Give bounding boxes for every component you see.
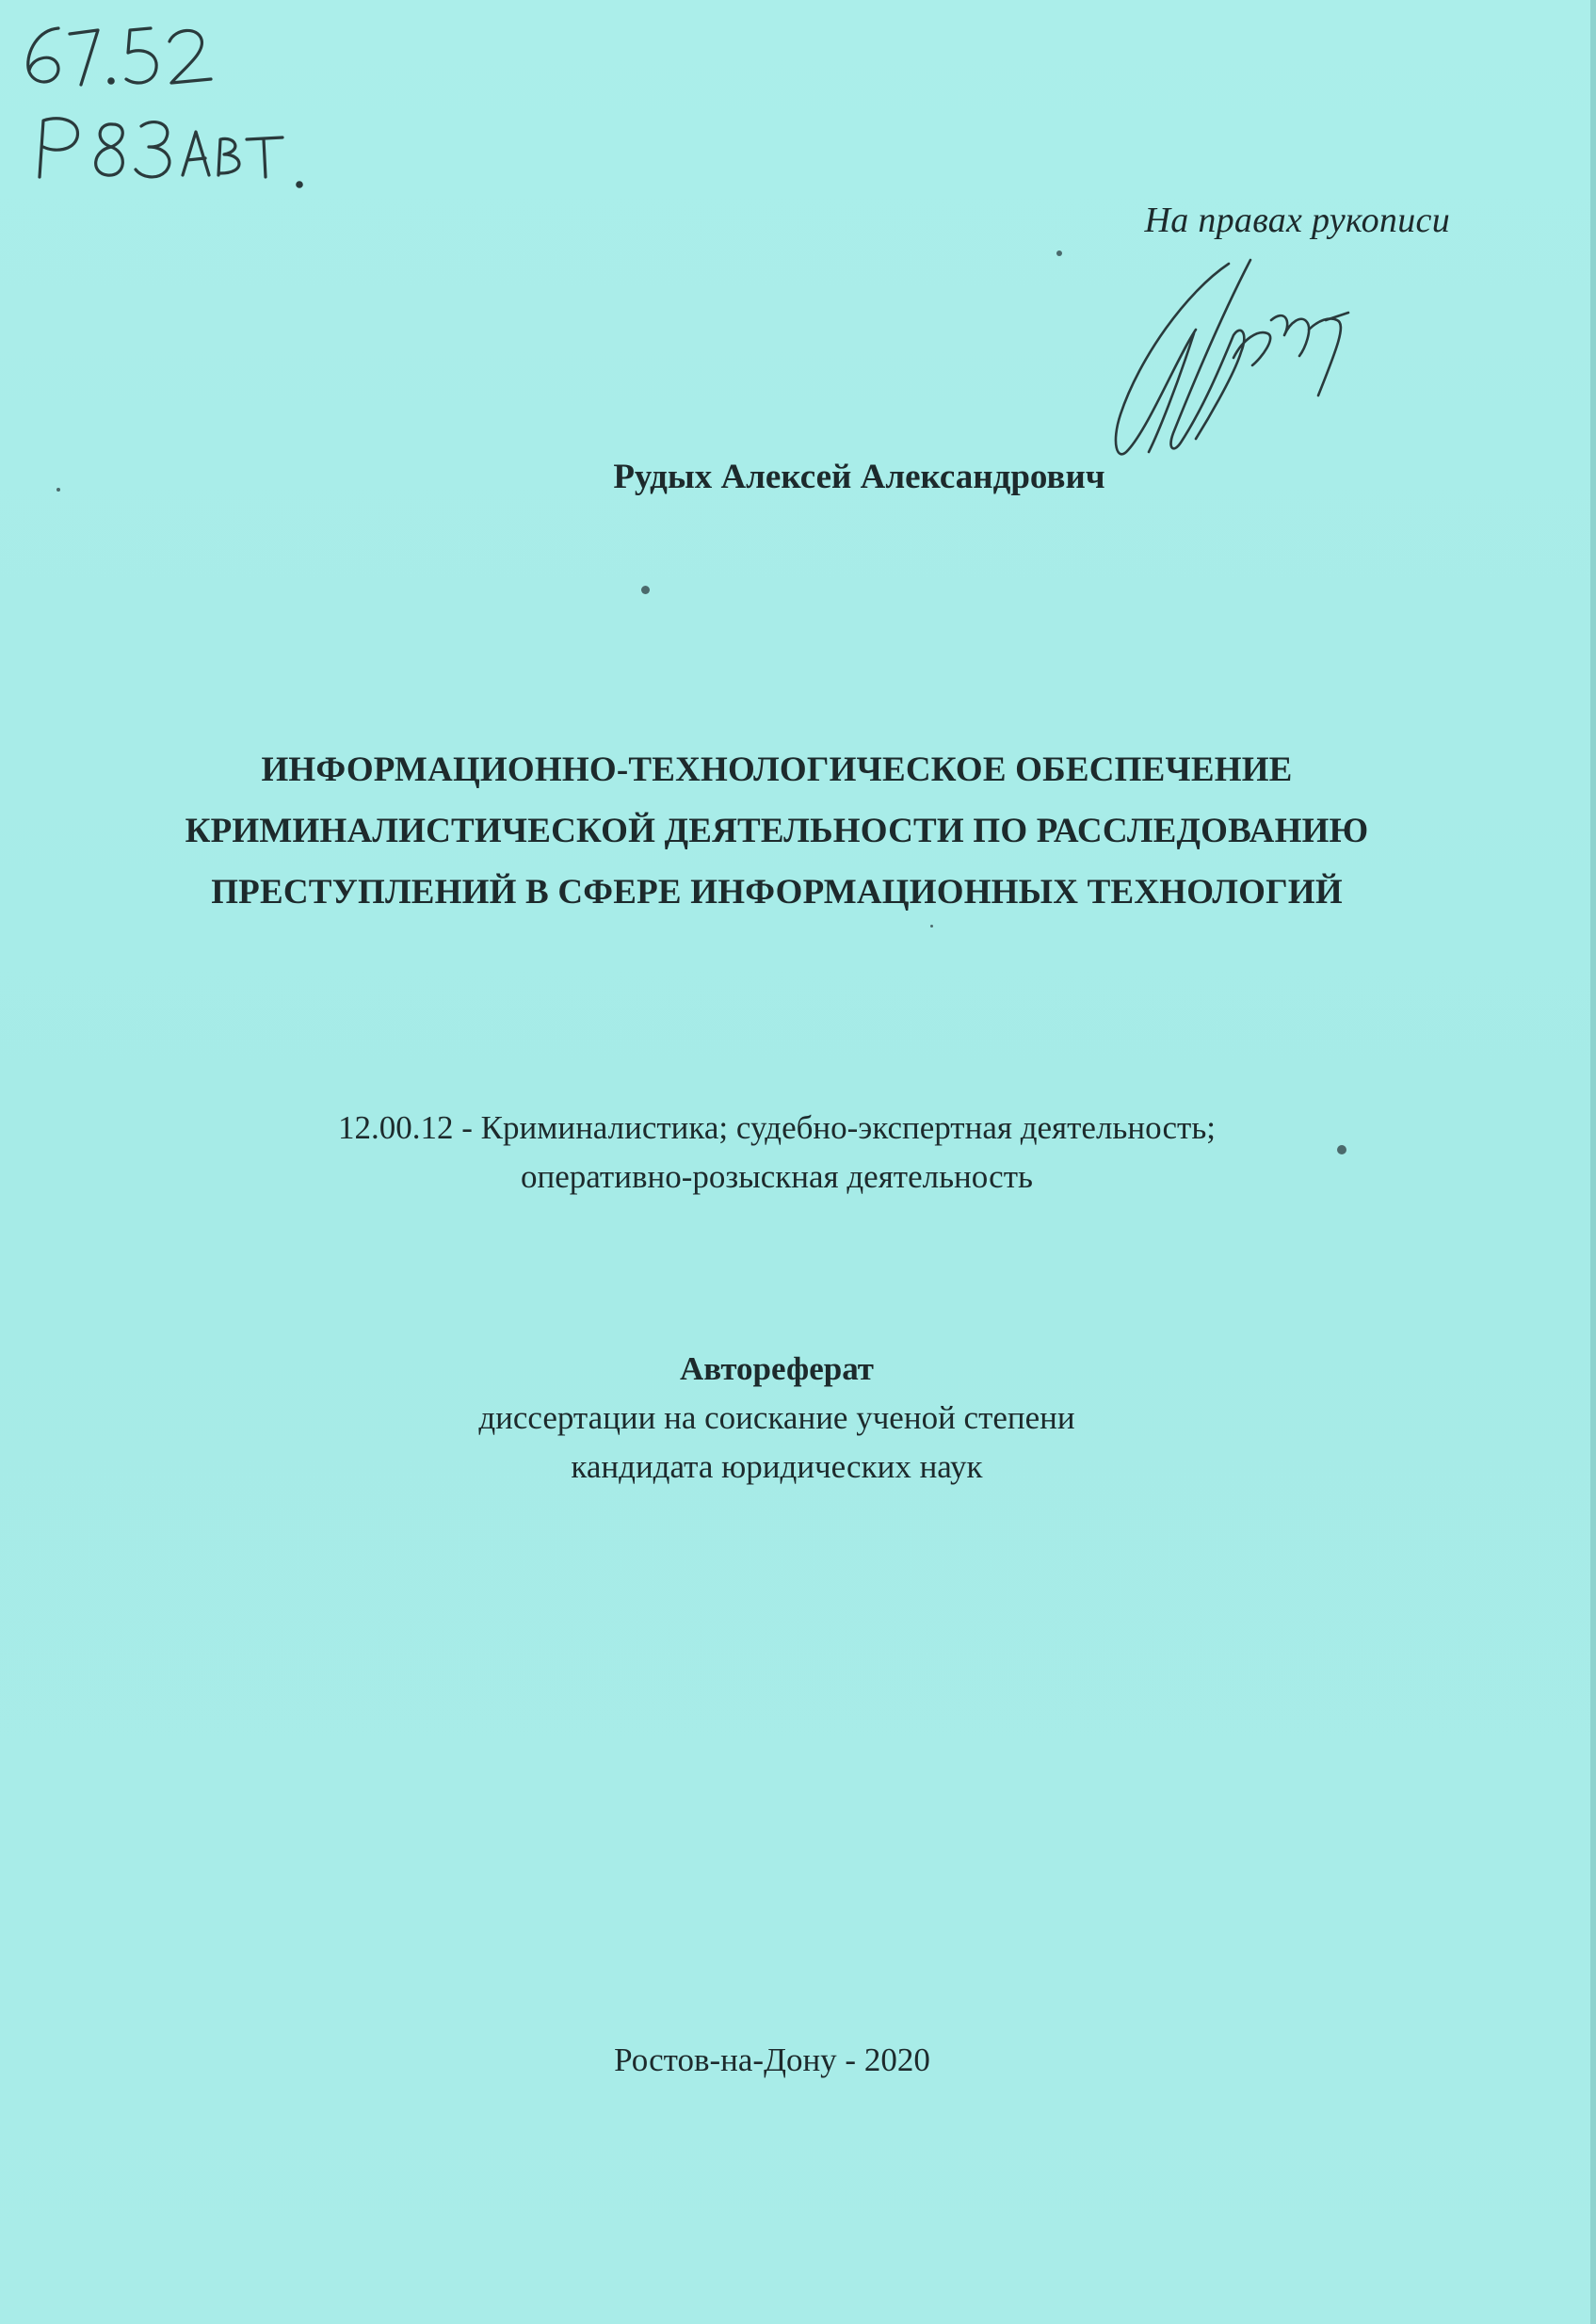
paper-speck (930, 925, 933, 928)
title-line: КРИМИНАЛИСТИЧЕСКОЙ ДЕЯТЕЛЬНОСТИ ПО РАССЛЕДОВАНИЮ (185, 812, 1369, 850)
abstract-block (94, 1345, 1459, 1492)
specialty-line: оперативно-розыскная деятельность (521, 1158, 1033, 1195)
paper-speck (641, 586, 650, 594)
specialty-code (94, 1104, 1459, 1202)
dissertation-title (94, 739, 1459, 923)
paper-speck (56, 488, 60, 492)
manuscript-note: На правах рукописи (1144, 201, 1450, 240)
paper-speck (1056, 250, 1062, 256)
title-line: ПРЕСТУПЛЕНИЙ В СФЕРЕ ИНФОРМАЦИОННЫХ ТЕХНОЛОГИЙ (211, 873, 1343, 912)
paper-speck (1337, 1145, 1346, 1154)
abstract-heading: Автореферат (680, 1350, 874, 1387)
specialty-line: 12.00.12 - Криминалистика; судебно-экспертная деятельность; (337, 1109, 1217, 1146)
abstract-line: диссертации на соискание ученой степени (478, 1399, 1075, 1436)
handwritten-library-code (0, 0, 320, 198)
title-line: ИНФОРМАЦИОННО-ТЕХНОЛОГИЧЕСКОЕ ОБЕСПЕЧЕНИЕ (261, 750, 1293, 789)
place-and-year: Ростов-на-Дону - 2020 (614, 2042, 930, 2078)
author-signature (1083, 254, 1403, 471)
author-name: Рудых Алексей Александрович (613, 458, 1105, 496)
page-edge (1590, 0, 1596, 2324)
abstract-line: кандидата юридических наук (571, 1448, 983, 1485)
